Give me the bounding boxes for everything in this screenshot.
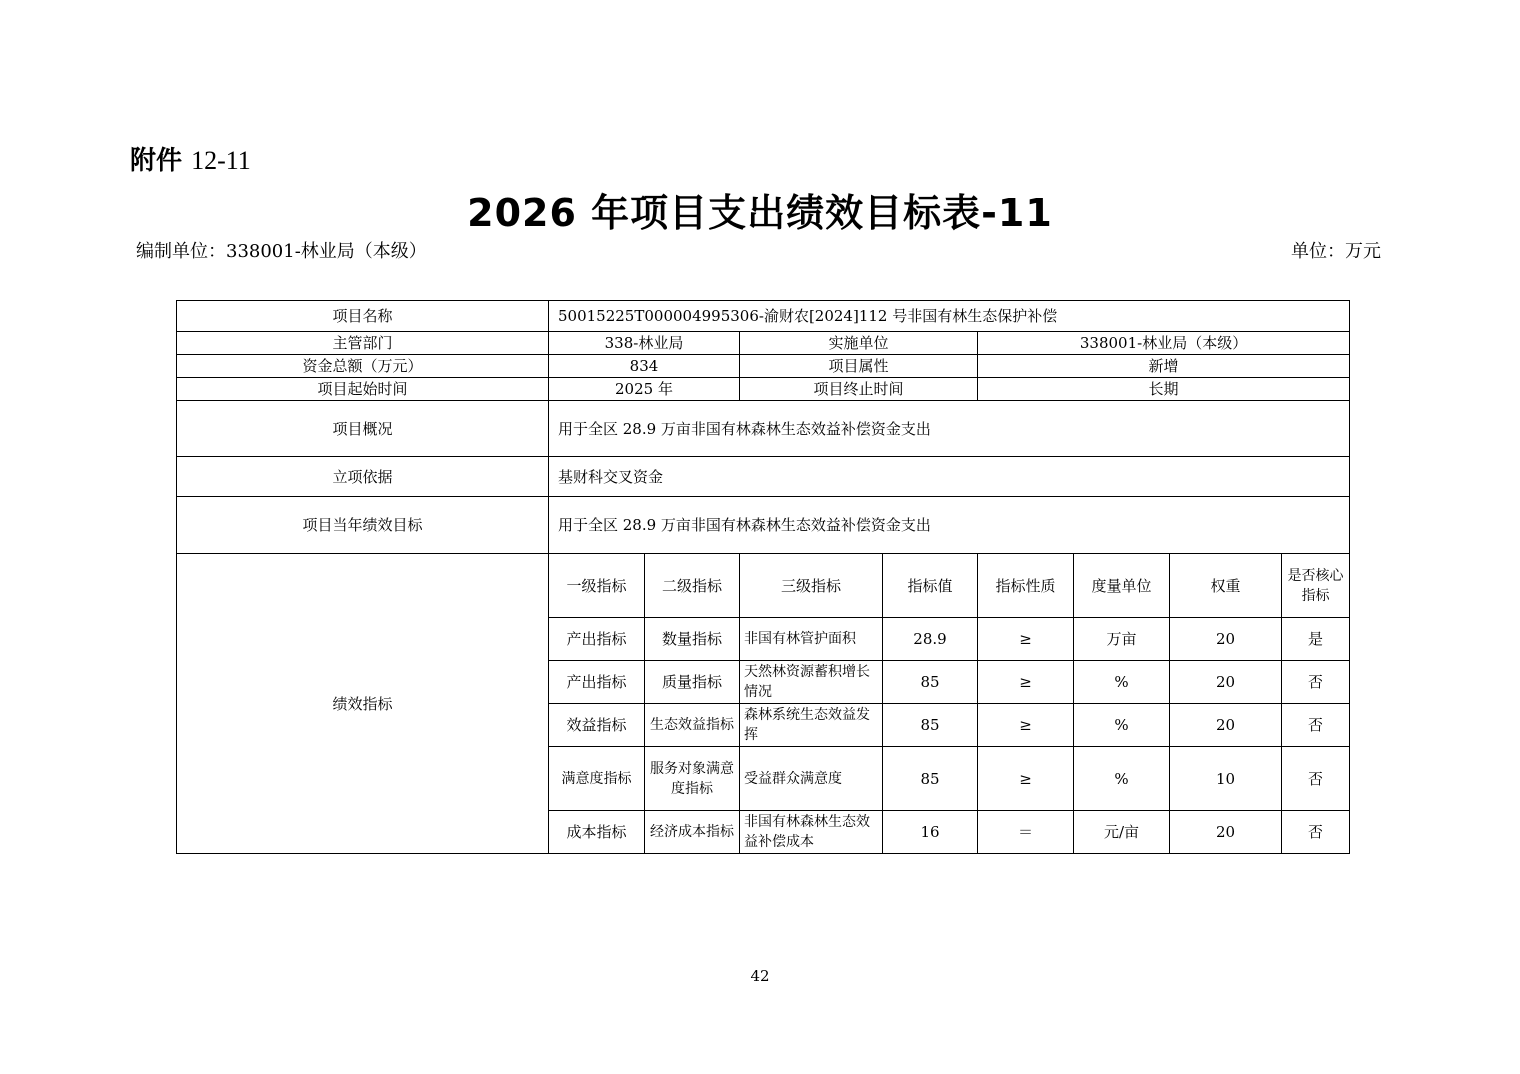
nature-cell: ≥ xyxy=(978,704,1074,747)
row-fund xyxy=(177,355,1350,378)
header-cell: 是否核心指标 xyxy=(1282,554,1350,618)
overview-value: 用于全区 28.9 万亩非国有林森林生态效益补偿资金支出 xyxy=(549,401,1350,457)
weight-cell: 10 xyxy=(1170,747,1282,811)
start-label: 项目起始时间 xyxy=(177,378,549,401)
goal-value: 用于全区 28.9 万亩非国有林森林生态效益补偿资金支出 xyxy=(549,497,1350,554)
fund-label: 资金总额（万元） xyxy=(177,355,549,378)
level3-cell: 非国有林森林生态效益补偿成本 xyxy=(740,811,883,854)
level3-cell: 受益群众满意度 xyxy=(740,747,883,811)
header-cell: 二级指标 xyxy=(645,554,740,618)
attachment-label xyxy=(130,144,251,178)
indicators-section-label: 绩效指标 xyxy=(177,554,549,854)
value-cell: 16 xyxy=(883,811,978,854)
level1-cell: 产出指标 xyxy=(549,618,645,661)
header-cell: 指标性质 xyxy=(978,554,1074,618)
currency-unit: 单位：万元 xyxy=(1291,241,1381,262)
overview-label: 项目概况 xyxy=(177,401,549,457)
end-value: 长期 xyxy=(978,378,1350,401)
level1-cell: 成本指标 xyxy=(549,811,645,854)
value-cell: 28.9 xyxy=(883,618,978,661)
header-cell: 一级指标 xyxy=(549,554,645,618)
level3-cell: 非国有林管护面积 xyxy=(740,618,883,661)
row-basis xyxy=(177,457,1350,497)
core-cell: 否 xyxy=(1282,811,1350,854)
level2-cell: 生态效益指标 xyxy=(645,704,740,747)
end-label: 项目终止时间 xyxy=(740,378,978,401)
project-name-value: 50015225T000004995306-渝财农[2024]112 号非国有林生态保护补偿 xyxy=(549,301,1350,332)
nature-cell: ≥ xyxy=(978,618,1074,661)
attachment-text: 附件 xyxy=(130,146,183,176)
value-cell: 85 xyxy=(883,747,978,811)
fund-value: 834 xyxy=(549,355,740,378)
attr-value: 新增 xyxy=(978,355,1350,378)
weight-cell: 20 xyxy=(1170,618,1282,661)
level1-cell: 产出指标 xyxy=(549,661,645,704)
dept-value: 338-林业局 xyxy=(549,332,740,355)
unit-cell: % xyxy=(1074,704,1170,747)
core-cell: 是 xyxy=(1282,618,1350,661)
weight-cell: 20 xyxy=(1170,704,1282,747)
unit-cell: % xyxy=(1074,747,1170,811)
core-cell: 否 xyxy=(1282,747,1350,811)
level3-cell: 天然林资源蓄积增长情况 xyxy=(740,661,883,704)
nature-cell: ≥ xyxy=(978,661,1074,704)
unit-cell: 元/亩 xyxy=(1074,811,1170,854)
core-cell: 否 xyxy=(1282,704,1350,747)
impl-value: 338001-林业局（本级） xyxy=(978,332,1350,355)
nature-cell: ≥ xyxy=(978,747,1074,811)
indicator-header-row xyxy=(177,554,1350,618)
impl-label: 实施单位 xyxy=(740,332,978,355)
page-number: 42 xyxy=(750,967,770,985)
nature-cell: ＝ xyxy=(978,811,1074,854)
header-cell: 三级指标 xyxy=(740,554,883,618)
row-overview xyxy=(177,401,1350,457)
attachment-number: 12-11 xyxy=(191,146,251,175)
attr-label: 项目属性 xyxy=(740,355,978,378)
weight-cell: 20 xyxy=(1170,661,1282,704)
header-cell: 指标值 xyxy=(883,554,978,618)
page-title: 2026 年项目支出绩效目标表-11 xyxy=(467,191,1053,235)
level1-cell: 满意度指标 xyxy=(549,747,645,811)
level3-cell: 森林系统生态效益发挥 xyxy=(740,704,883,747)
project-name-label: 项目名称 xyxy=(177,301,549,332)
level2-cell: 服务对象满意度指标 xyxy=(645,747,740,811)
dept-label: 主管部门 xyxy=(177,332,549,355)
goal-label: 项目当年绩效目标 xyxy=(177,497,549,554)
header-cell: 权重 xyxy=(1170,554,1282,618)
level2-cell: 质量指标 xyxy=(645,661,740,704)
row-project-name xyxy=(177,301,1350,332)
value-cell: 85 xyxy=(883,704,978,747)
performance-target-table xyxy=(176,300,1350,854)
unit-cell: 万亩 xyxy=(1074,618,1170,661)
unit-cell: % xyxy=(1074,661,1170,704)
row-department xyxy=(177,332,1350,355)
basis-label: 立项依据 xyxy=(177,457,549,497)
header-cell: 度量单位 xyxy=(1074,554,1170,618)
level1-cell: 效益指标 xyxy=(549,704,645,747)
weight-cell: 20 xyxy=(1170,811,1282,854)
row-annual-goal xyxy=(177,497,1350,554)
compiling-unit: 编制单位：338001-林业局（本级） xyxy=(136,241,427,262)
row-period xyxy=(177,378,1350,401)
core-cell: 否 xyxy=(1282,661,1350,704)
start-value: 2025 年 xyxy=(549,378,740,401)
level2-cell: 数量指标 xyxy=(645,618,740,661)
value-cell: 85 xyxy=(883,661,978,704)
basis-value: 基财科交叉资金 xyxy=(549,457,1350,497)
level2-cell: 经济成本指标 xyxy=(645,811,740,854)
